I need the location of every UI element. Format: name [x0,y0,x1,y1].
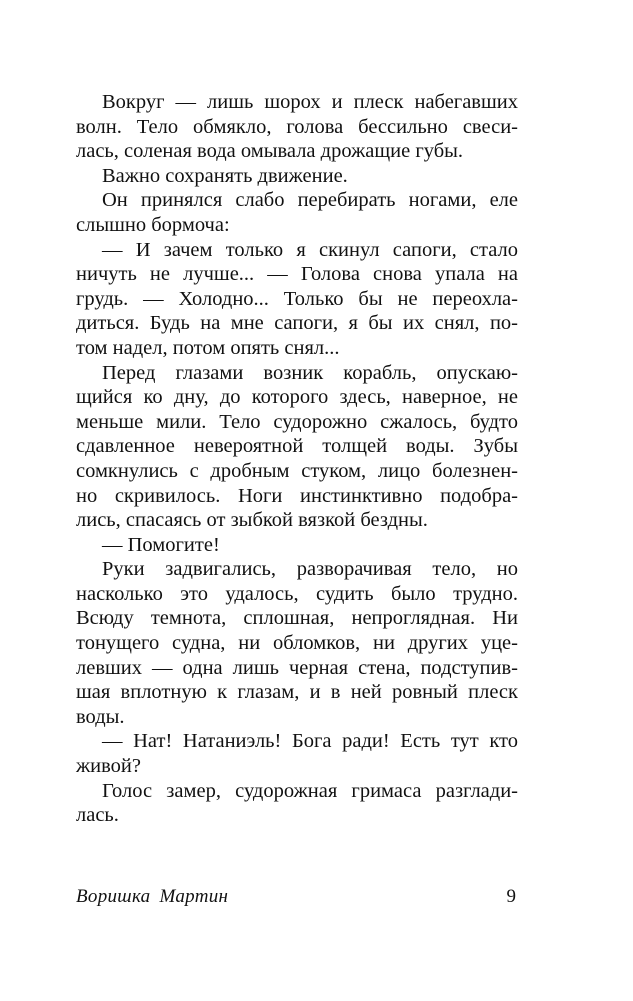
text-line: Вокруг — лишь шорох и плеск набегавших [102,91,518,113]
text-line: сомкнулись с дробным стуком, лицо болезнен- [76,459,518,482]
text-line: Всюду темнота, сплошная, непроглядная. Ни [76,607,518,630]
page-number: 9 [506,886,516,907]
text-line: — Помогите! [102,533,220,556]
text-line: волн. Тело обмякло, голова бессильно свеси- [76,115,518,138]
text-line: том надел, потом опять снял... [76,336,340,359]
text-line: Важно сохранять движение. [102,164,348,187]
page-footer [76,884,518,910]
text-line: слышно бормоча: [76,213,230,236]
text-line: шая вплотную к глазам, и в ней ровный плеск [76,681,518,704]
text-line: левших — одна лишь черная стена, подступив- [76,656,518,679]
text-line: сдавленное невероятной толщей воды. Зубы [76,435,518,458]
text-line: живой? [76,755,141,778]
text-line: насколько это удалось, судить было трудно. [76,582,518,605]
text-line: — И зачем только я скинул сапоги, стало [102,238,518,261]
text-line: тонущего судна, ни обломков, ни других уце- [76,632,518,655]
text-line: Перед глазами возник корабль, опускаю- [102,361,518,384]
text-line: воды. [76,705,125,728]
text-line: меньше мили. Тело судорожно сжалось, будто [76,410,518,433]
text-line: Руки задвигались, разворачивая тело, но [102,558,518,581]
text-line: диться. Будь на мне сапоги, я бы их снял, по- [76,312,518,335]
book-title: Воришка Мартин [76,886,229,907]
text-line: щийся ко дну, до которого здесь, наверное, не [76,386,518,409]
text-line: Он принялся слабо перебирать ногами, еле [102,189,518,212]
text-line: — Нат! Натаниэль! Бога ради! Есть тут кто [102,730,518,753]
text-line: лись, спасаясь от зыбкой вязкой бездны. [76,509,428,532]
text-line: лась, соленая вода омывала дрожащие губы. [76,140,464,163]
text-line: Голос замер, судорожная гримаса разглади- [102,779,518,802]
body-text [76,90,518,828]
text-line: ничуть не лучше... — Голова снова упала на [76,263,518,286]
text-line: грудь. — Холодно... Только бы не переохла- [76,287,518,310]
text-line: лась. [76,804,119,827]
text-line: но скривилось. Ноги инстинктивно подобра- [76,484,518,507]
